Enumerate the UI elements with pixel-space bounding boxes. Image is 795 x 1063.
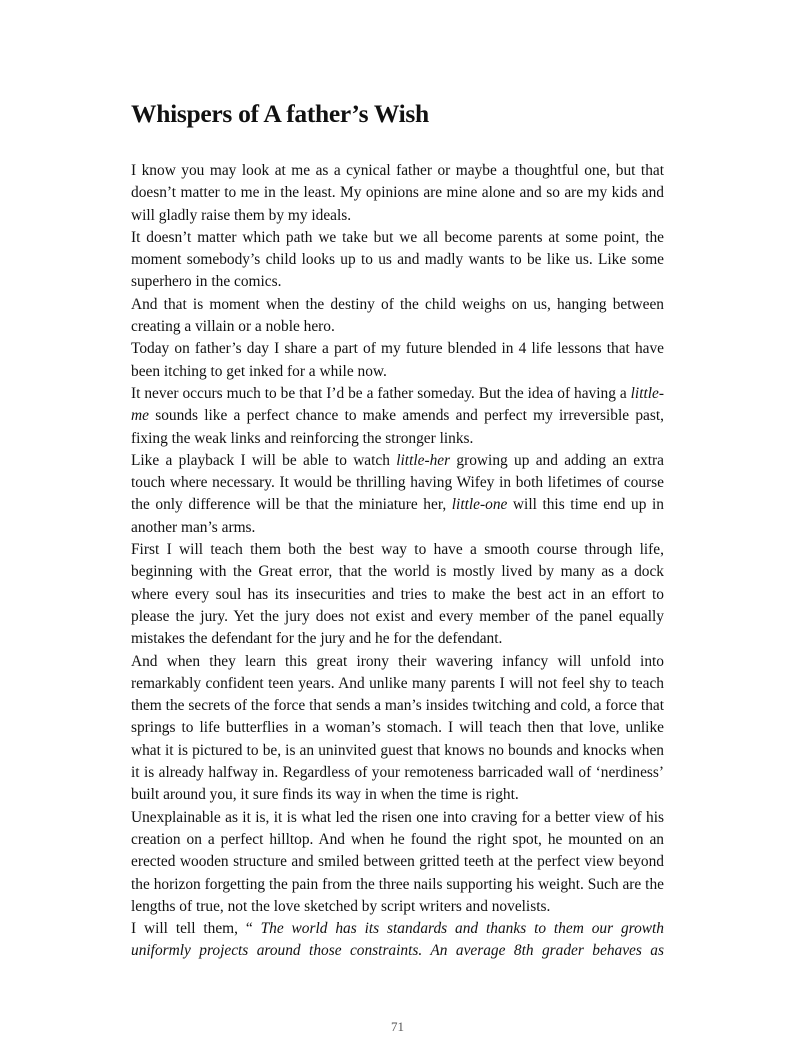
text-run: And when they learn this great irony their wavering infancy will unfold into remarkably confident teen years. And unlike many parents I will not feel shy to teach them the secrets of the force that sends a man’s insides twitching and cold, a force that springs to life butterflies in a woman’s stomach. I will teach then that love, unlike what it is pictured to be, is an uninvited guest that knows no bounds and knocks when it is already halfway in. Regardless of your remoteness barricaded wall of ‘nerdiness’ built around you, it sure finds its way in when the time is right. [131,652,664,804]
text-run: Like a playback I will be able to watch [131,451,397,469]
paragraph [131,338,664,383]
text-run: And that is moment when the destiny of the child weighs on us, hanging between creating a villain or a noble hero. [131,295,664,336]
paragraph [131,227,664,294]
text-run: First I will teach them both the best way to have a smooth course through life, beginning with the Great error, that the world is mostly lived by many as a dock where every soul has its insecurities and tries to make the best act in an effort to please the jury. Yet the jury does not exist and every member of the panel equally mistakes the defendant for the jury and he for the defendant. [131,541,664,648]
text-run: It never occurs much to be that I’d be a father someday. But the idea of having a [131,384,631,402]
text-run: It doesn’t matter which path we take but we all become parents at some point, the moment somebody’s child looks up to us and madly wants to be like us. Like some superhero in the comics. [131,228,664,291]
paragraph [131,651,664,807]
text-run: I know you may look at me as a cynical father or maybe a thoughtful one, but that doesn’t matter to me in the least. My opinions are mine alone and so are my kids and will gladly raise them by my ideals. [131,162,664,224]
italic-text: The world has its standards and thanks to them our growth uniformly projects around those constraints. An average 8th grader behaves as [131,920,665,960]
page-number: 71 [391,1019,404,1034]
text-run: Unexplainable as it is, it is what led the risen one into craving for a better view of his creation on a perfect hilltop. And when he found the right spot, he mounted on an erected wooden structure and smiled between gritted teeth at the perfect view beyond the horizon forgetting the pain from the three nails supporting his weight. Such are the lengths of true, not the love sketched by script writers and novelists. [131,808,664,915]
text-run: Today on father’s day I share a part of my future blended in 4 life lessons that have been itching to get inked for a while now. [131,340,664,380]
paragraph [131,294,664,339]
paragraph [131,450,664,539]
chapter-body [131,160,664,963]
text-run: growing up and adding an extra touch where necessary. It would be thrilling having Wifey in both lifetimes of course the only difference will be that the miniature her, [131,451,664,514]
text-run: will this time end up in another man’s arms. [131,496,664,536]
document-page [131,98,664,963]
paragraph [131,160,664,227]
text-run: I will tell them, “ [131,920,261,938]
italic-text: little-one [451,496,508,514]
text-run: sounds like a perfect chance to make amends and perfect my irreversible past, fixing the weak links and reinforcing the stronger links. [131,407,664,447]
italic-text: little-me [131,384,664,425]
paragraph [131,539,664,650]
paragraph [131,383,664,450]
chapter-title: Whispers of A father’s Wish [131,99,429,128]
paragraph [131,918,664,963]
italic-text: little-her [396,451,451,469]
paragraph [131,807,664,918]
